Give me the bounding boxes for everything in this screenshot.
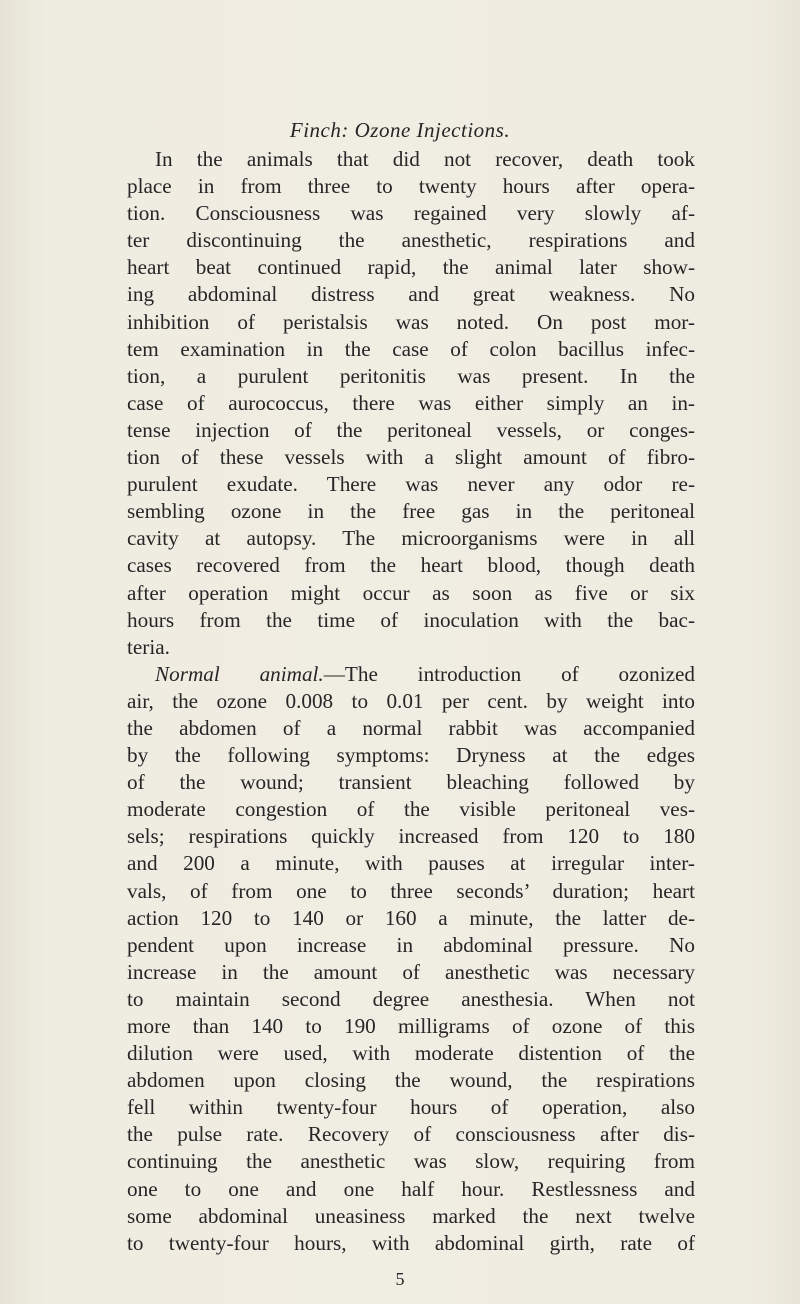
text-line: ter discontinuing the anesthetic, respirations and — [127, 228, 695, 253]
text-line: increase in the amount of anesthetic was necessary — [127, 959, 695, 984]
text-line: to twenty-four hours, with abdominal girth, rate of — [127, 1230, 695, 1255]
running-header: Finch: Ozone Injections. — [289, 118, 511, 142]
text-line: inhibition of peristalsis was noted. On post mor- — [127, 309, 695, 334]
text-line: tion of these vessels with a slight amount of fibro- — [127, 445, 695, 470]
text-line: abdomen upon closing the wound, the respirations — [127, 1068, 695, 1093]
text-line: cavity at autopsy. The microorganisms were in all — [127, 526, 695, 551]
text-run: —The introduction of ozonized — [323, 661, 696, 686]
text-line: In the animals that did not recover, death took — [155, 147, 695, 171]
text-line: by the following symptoms: Dryness at the edges — [127, 743, 695, 768]
text-line: tion. Consciousness was regained very slowly af- — [127, 201, 695, 226]
text-line: teria. — [127, 634, 170, 659]
page-number: 5 — [395, 1269, 405, 1289]
text-line: action 120 to 140 or 160 a minute, the latter de- — [127, 905, 695, 930]
text-line: fell within twenty-four hours of operation, also — [127, 1095, 695, 1120]
paragraph-start-line — [127, 661, 695, 688]
text-line: ing abdominal distress and great weakness. No — [127, 282, 695, 307]
body-text — [127, 146, 695, 1257]
text-line: vals, of from one to three seconds’ duration; heart — [127, 878, 695, 903]
text-line: continuing the anesthetic was slow, requiring from — [127, 1149, 695, 1174]
text-line: cases recovered from the heart blood, though death — [127, 553, 695, 578]
text-line: case of aurococcus, there was either simply an in- — [127, 390, 695, 415]
text-line: tion, a purulent peritonitis was present. In the — [127, 363, 695, 388]
text-line: the pulse rate. Recovery of consciousness after dis- — [127, 1122, 695, 1147]
text-line: air, the ozone 0.008 to 0.01 per cent. by weight into — [127, 688, 695, 713]
text-line: some abdominal uneasiness marked the next twelve — [127, 1203, 695, 1228]
text-line: the abdomen of a normal rabbit was accompanied — [127, 715, 695, 740]
text-line: pendent upon increase in abdominal pressure. No — [127, 932, 695, 957]
text-line: heart beat continued rapid, the animal later show- — [127, 255, 695, 280]
text-line: tense injection of the peritoneal vessels, or conges- — [127, 417, 695, 442]
text-line: place in from three to twenty hours after opera- — [127, 174, 695, 199]
text-line: purulent exudate. There was never any odor re- — [127, 472, 695, 497]
text-line: to maintain second degree anesthesia. When not — [127, 986, 695, 1011]
text-line: one to one and one half hour. Restlessness and — [127, 1176, 695, 1201]
text-line: sembling ozone in the free gas in the peritoneal — [127, 499, 695, 524]
text-line: and 200 a minute, with pauses at irregular inter- — [127, 851, 695, 876]
text-line: moderate congestion of the visible peritoneal ves- — [127, 797, 695, 822]
text-line: after operation might occur as soon as five or six — [127, 580, 695, 605]
text-line: hours from the time of inoculation with the bac- — [127, 607, 695, 632]
text-line: sels; respirations quickly increased from 120 to 180 — [127, 824, 695, 849]
text-line: dilution were used, with moderate distention of the — [127, 1041, 695, 1066]
text-line: tem examination in the case of colon bacillus infec- — [127, 336, 695, 361]
section-heading: Normal animal. — [155, 661, 324, 686]
text-line: more than 140 to 190 milligrams of ozone of this — [127, 1014, 695, 1038]
text-line: of the wound; transient bleaching followed by — [127, 770, 695, 795]
